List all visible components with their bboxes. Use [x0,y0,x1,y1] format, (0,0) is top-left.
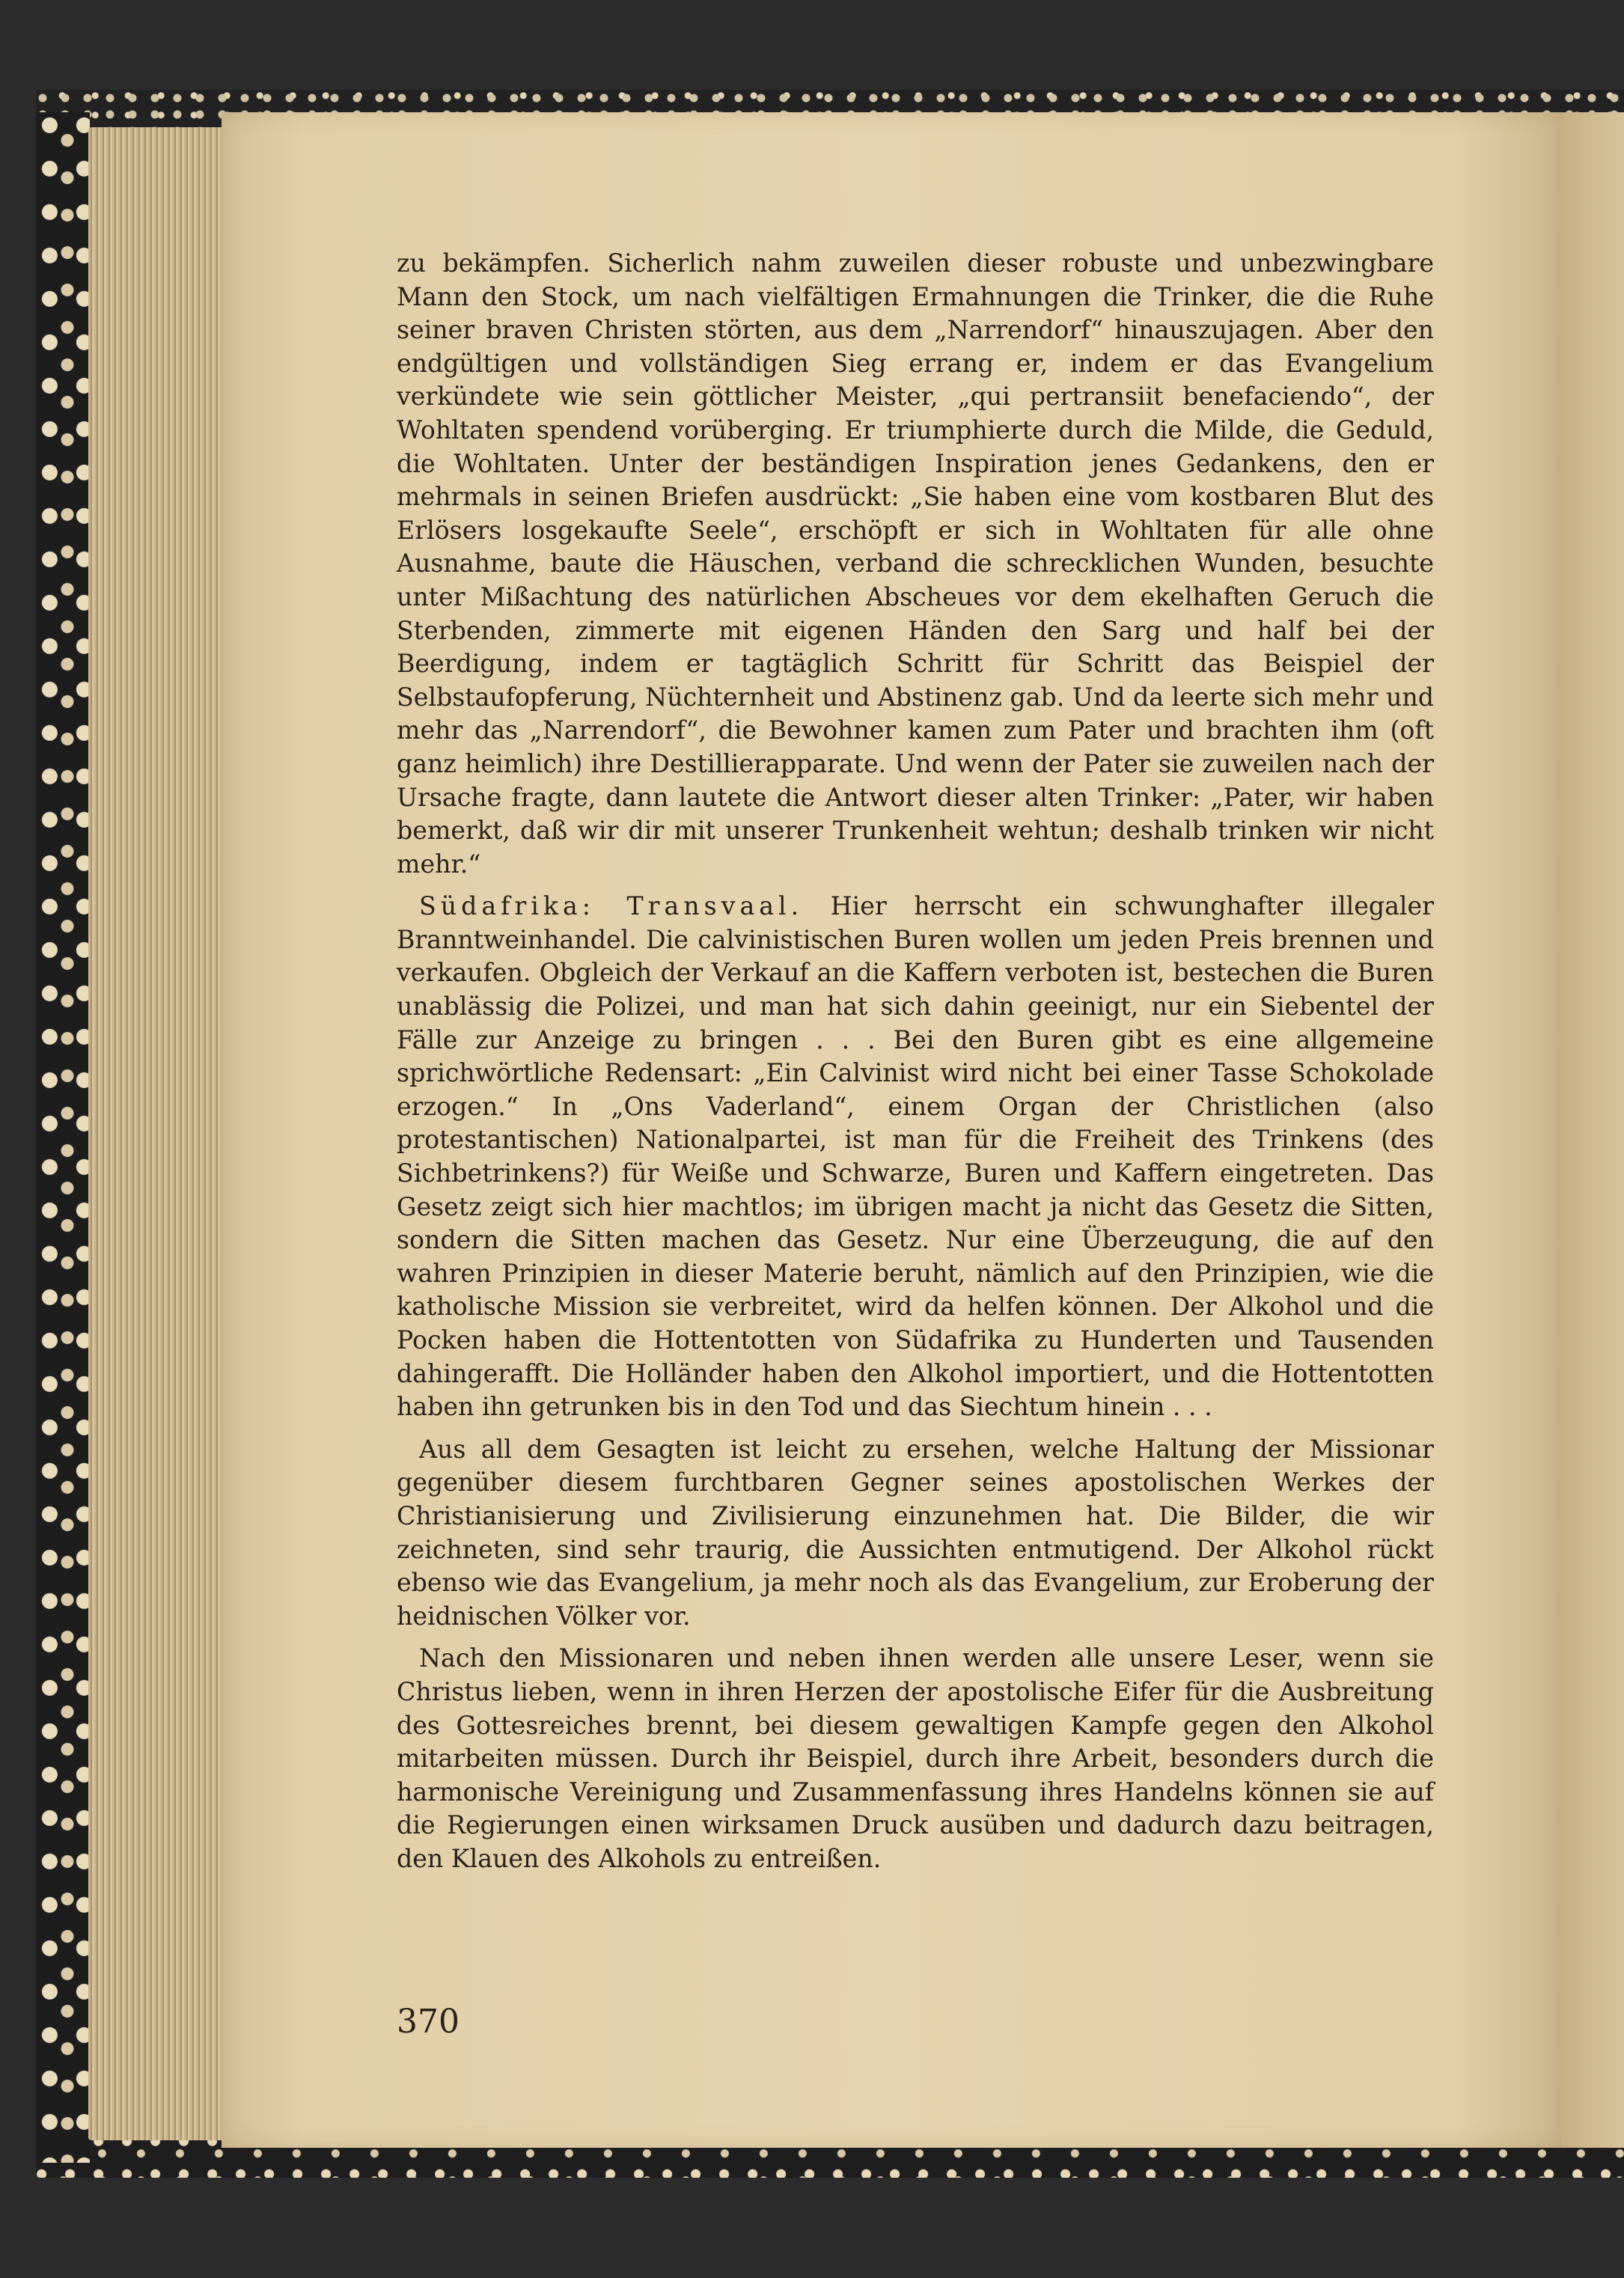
paragraph-1: zu bekämpfen. Sicherlich nahm zuweilen dieser robuste und unbezwingbare Mann den Stock, um nach vielfältigen Ermahnungen die Trinker, die die Ruhe seiner braven Christen störten, aus dem „Narrendorf“ hinauszujagen. Aber den endgültigen und vollständigen Sieg errang er, indem er das Evangelium verkündete wie sein göttlicher Meister, „qui pertransiit benefaciendo“, der Wohltaten spendend vorüberging. Er triumphierte durch die Milde, die Geduld, die Wohltaten. Unter der beständigen Inspiration jenes Gedankens, den er mehrmals in seinen Briefen ausdrückt: „Sie haben eine vom kostbaren Blut des Erlösers losgekaufte Seele“, erschöpft er sich in Wohltaten für alle ohne Ausnahme, baute die Häuschen, verband die schrecklichen Wunden, besuchte unter Mißachtung des natürlichen Abscheues vor dem ekelhaften Geruch die Sterbenden, zimmerte mit eigenen Händen den Sarg und half bei der Beerdigung, indem er tagtäglich Schritt für Schritt das Beispiel der Selbstaufopferung, Nüchternheit und Abstinenz gab. Und da leerte sich mehr und mehr das „Narrendorf“, die Bewohner kamen zum Pater und brachten ihm (oft ganz heimlich) ihre Destillierapparate. Und wenn der Pater sie zuweilen nach der Ursache fragte, dann lautete die Antwort dieser alten Trinker: „Pater, wir haben bemerkt, daß wir dir mit unserer Trunkenheit wehtun; deshalb trinken wir nicht mehr.“ [397,248,1434,879]
page-edges [88,127,231,2140]
paragraph-2 [397,890,1434,1424]
marbled-cover-left [36,112,90,2163]
paragraph-2-body: Hier herrscht ein schwunghafter illegaler Branntweinhandel. Die calvinistischen Buren wollen um jeden Preis brennen und verkaufen. Obgleich der Verkauf an die Kaffern verboten ist, bestechen die Buren unablässig die Polizei, und man hat sich dahin geeinigt, nur ein Siebentel der Fälle zur Anzeige zu bringen . . . Bei den Buren gibt es eine allgemeine sprichwörtliche Redensart: „Ein Calvinist wird nicht bei einer Tasse Schokolade erzogen.“ In „Ons Vaderland“, einem Organ der Christlichen (also protestantischen) Nationalpartei, ist man für die Freiheit des Trinkens (des Sichbetrinkens?) für Weiße und Schwarze, Buren und Kaffern eingetreten. Das Gesetz zeigt sich hier machtlos; im übrigen macht ja nicht das Gesetz die Sitten, sondern die Sitten machen das Gesetz. Nur eine Überzeugung, die auf den wahren Prinzipien in dieser Materie beruht, nämlich auf den Prinzipien, wie die katholische Mission sie verbreitet, wird da helfen können. Der Alkohol und die Pocken haben die Hottentotten von Südafrika zu Hunderten und Tausenden dahingerafft. Die Holländer haben den Alkohol importiert, und die Hottentotten haben ihn getrunken bis in den Tod und das Siechtum hinein . . . [397,891,1434,1422]
next-page-edge [1561,112,1624,2148]
section-lead: Südafrika: Transvaal. [419,891,804,921]
paragraph-4: Nach den Missionaren und neben ihnen werden alle unsere Leser, wenn sie Christus lieben, wenn in ihren Herzen der apostolische Eifer für die Ausbreitung des Gottesreiches brennt, bei diesem gewaltigen Kampfe gegen den Alkohol mitarbeiten müssen. Durch ihr Beispiel, durch ihre Arbeit, besonders durch die harmonische Vereinigung und Zusammenfassung ihres Handelns können sie auf die Regierungen einen wirksamen Druck ausüben und dadurch dazu beitragen, den Klauen des Alkohols zu entreißen. [397,1643,1434,1873]
page-number: 370 [397,2003,460,2041]
page-text [397,247,1434,1876]
paragraph-3: Aus all dem Gesagten ist leicht zu ersehen, welche Haltung der Missionar gegenüber diesem furchtbaren Gegner seines apostolischen Werkes der Christianisierung und Zivilisierung einzunehmen hat. Die Bilder, die wir zeichneten, sind sehr traurig, die Aussichten entmutigend. Der Alkohol rückt ebenso wie das Evangelium, ja mehr noch als das Evangelium, zur Eroberung der heidnischen Völker vor. [397,1434,1434,1631]
